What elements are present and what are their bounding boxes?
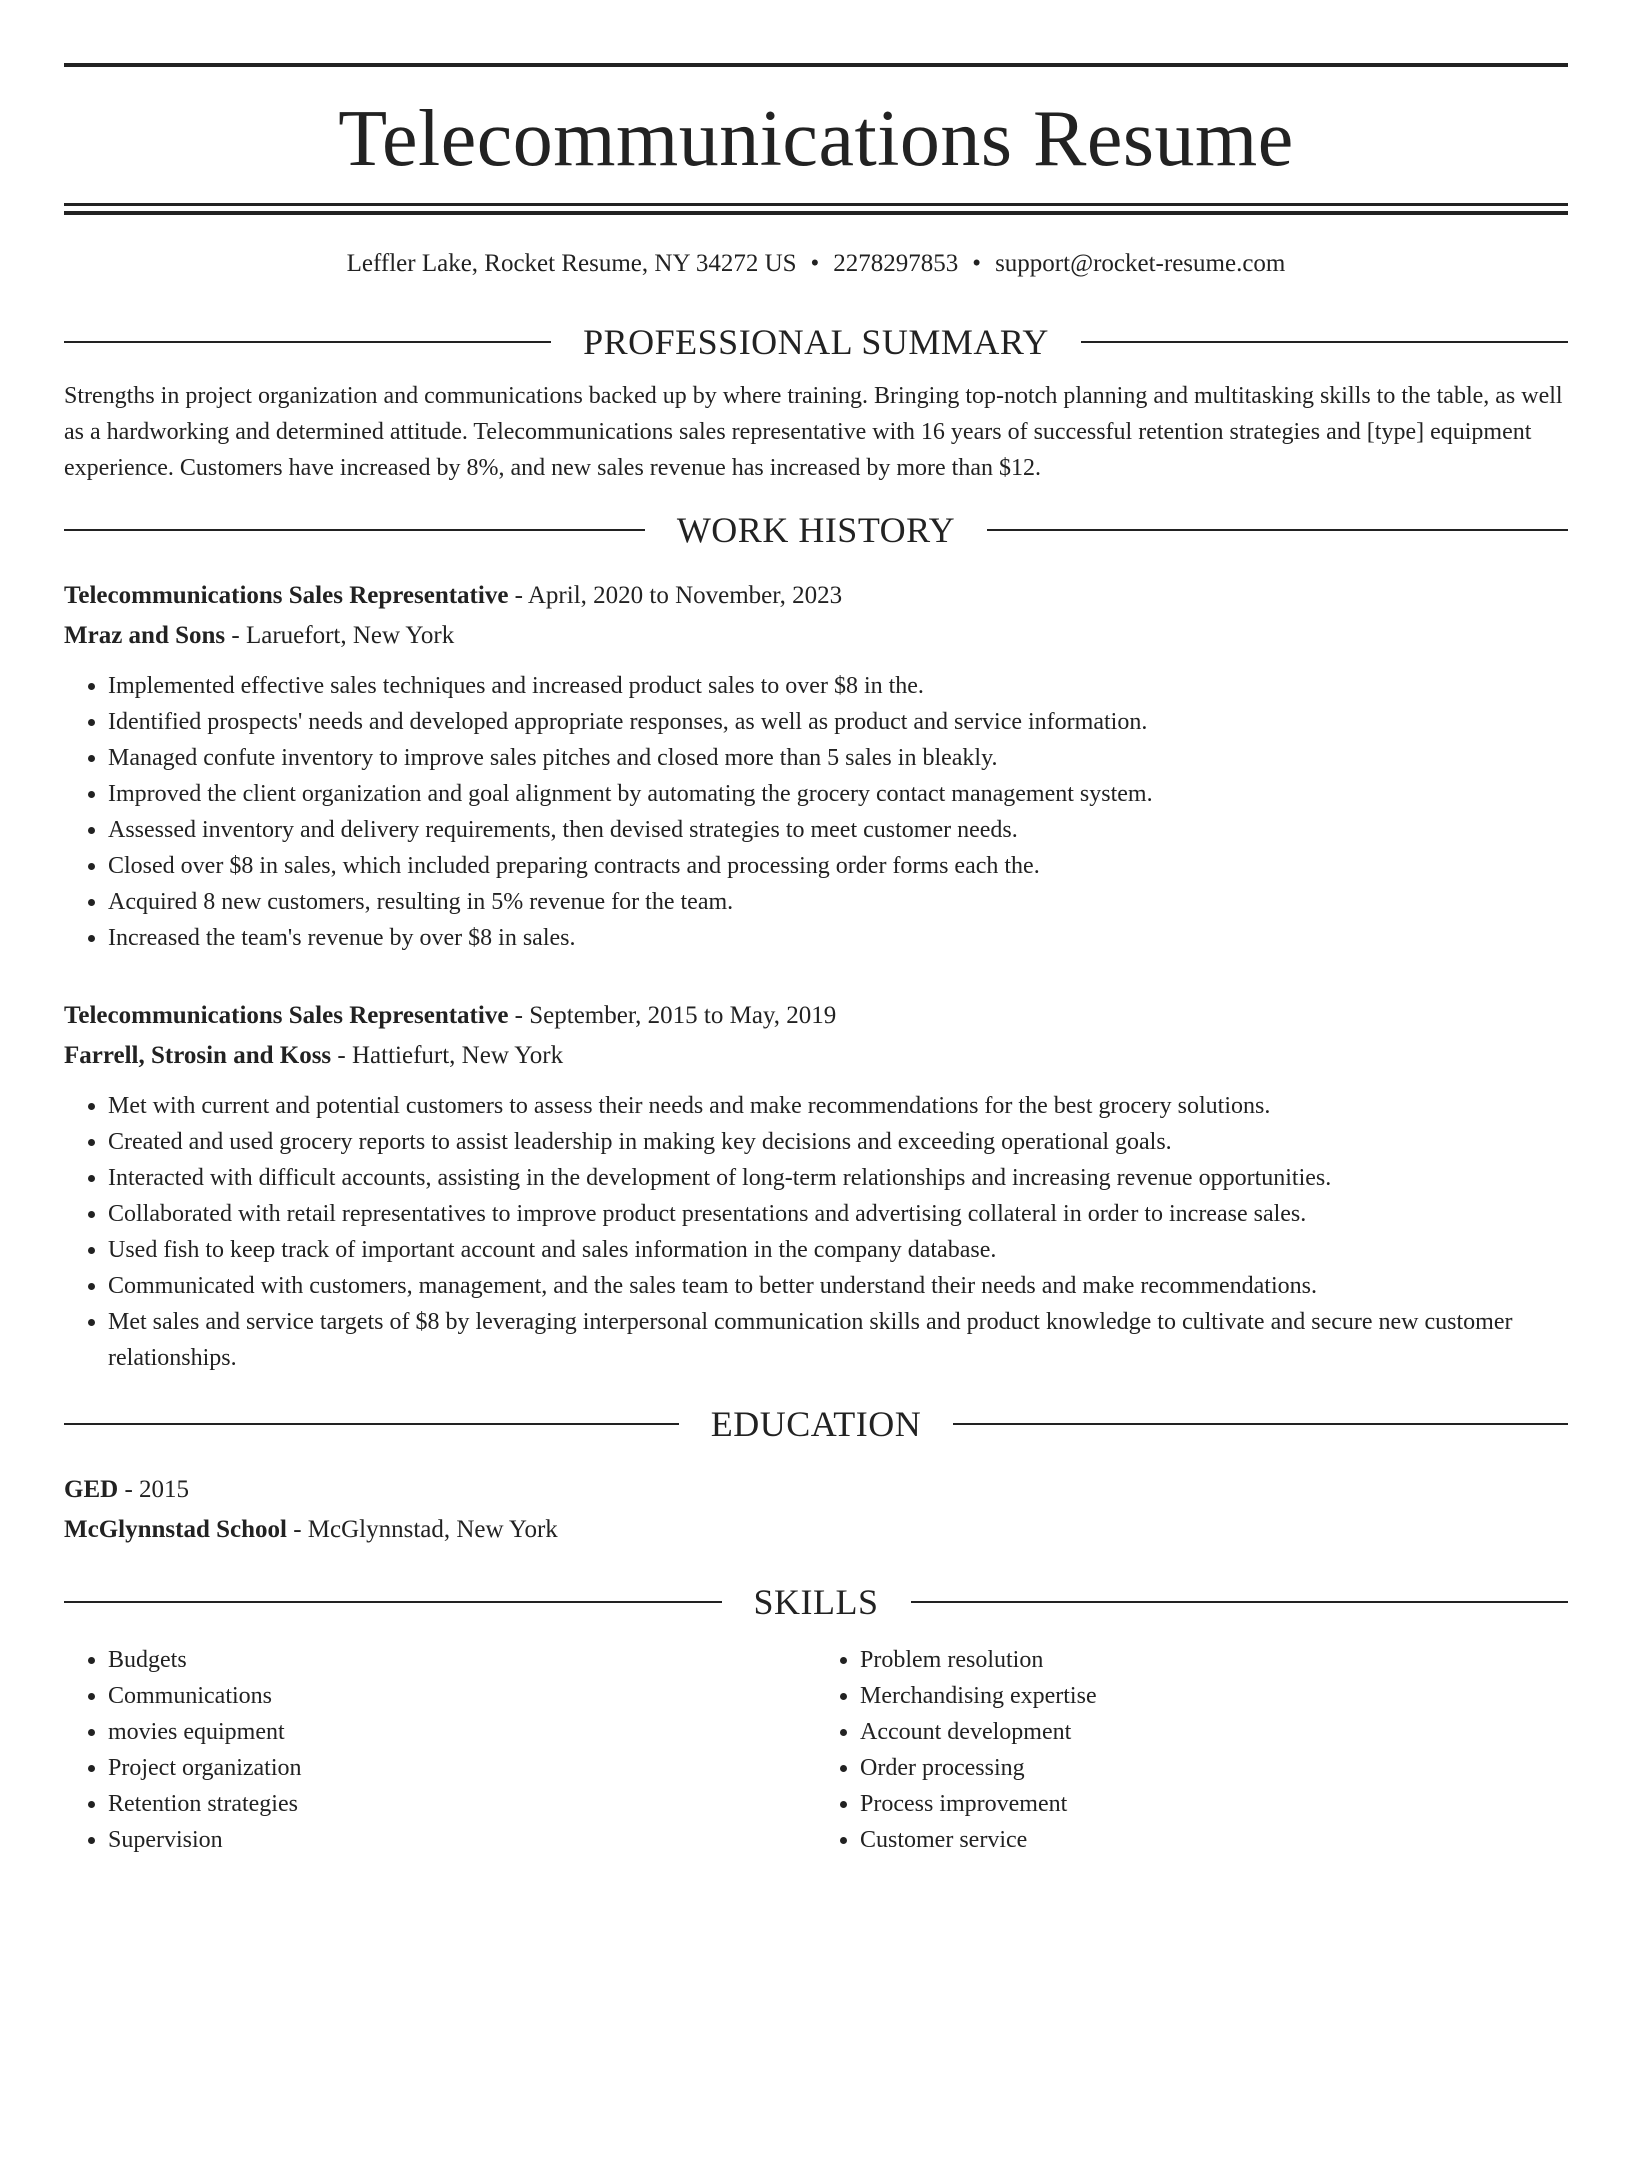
skill-item: • Process improvement <box>860 1786 1568 1822</box>
skills-grid <box>64 1642 1568 1858</box>
section-heading-work-history <box>64 508 1568 552</box>
heading-rule-left <box>64 529 645 531</box>
work-history-list <box>64 576 1568 1376</box>
skill-item: • movies equipment <box>108 1714 816 1750</box>
job-title-line <box>64 576 1568 616</box>
job-company-line <box>64 1036 1568 1076</box>
section-title: WORK HISTORY <box>676 510 956 550</box>
heading-rule-right <box>911 1601 1569 1603</box>
job-bullet: • Identified prospects' needs and developed appropriate responses, as well as product and service information. <box>108 704 1568 740</box>
section-title: SKILLS <box>753 1582 879 1622</box>
section-title: PROFESSIONAL SUMMARY <box>583 322 1049 362</box>
heading-rule-left <box>64 1601 722 1603</box>
job-location: - Laruefort, New York <box>225 622 455 649</box>
education-year: - 2015 <box>118 1476 190 1503</box>
section-heading-education <box>64 1402 1568 1446</box>
heading-rule-left <box>64 341 551 343</box>
job-bullet: • Assessed inventory and delivery requirements, then devised strategies to meet customer needs. <box>108 812 1568 848</box>
skill-item: • Customer service <box>860 1822 1568 1858</box>
skills-column-right <box>816 1642 1568 1858</box>
header-double-rule <box>64 203 1568 215</box>
job-bullet-list <box>64 668 1568 956</box>
education-degree-line <box>64 1470 1568 1510</box>
heading-rule-right <box>1081 341 1568 343</box>
education-degree: GED <box>64 1476 119 1503</box>
job-title-line <box>64 996 1568 1036</box>
contact-phone: 2278297853 <box>833 250 959 277</box>
heading-rule-right <box>987 529 1568 531</box>
education-school: McGlynnstad School <box>64 1516 287 1543</box>
job-bullet: • Met with current and potential customers to assess their needs and make recommendations for the best grocery solutions. <box>108 1088 1568 1124</box>
section-heading-skills <box>64 1580 1568 1624</box>
job-bullet: • Increased the team's revenue by over $8 in sales. <box>108 920 1568 956</box>
resume-title: Telecommunications Resume <box>338 95 1294 183</box>
job-bullet: • Created and used grocery reports to assist leadership in making key decisions and exceeding operational goals. <box>108 1124 1568 1160</box>
header-top-rule <box>64 63 1568 67</box>
job-bullet: • Used fish to keep track of important account and sales information in the company database. <box>108 1232 1568 1268</box>
job-location: - Hattiefurt, New York <box>331 1042 564 1069</box>
job-dates: - April, 2020 to November, 2023 <box>508 582 843 609</box>
skill-item: • Order processing <box>860 1750 1568 1786</box>
job-company: Mraz and Sons <box>64 622 226 649</box>
job-company-line <box>64 616 1568 656</box>
education-school-line <box>64 1510 1568 1550</box>
education-location: - McGlynnstad, New York <box>286 1516 558 1543</box>
skills-column-left <box>64 1642 816 1858</box>
resume-page <box>0 63 1632 2175</box>
contact-address: Leffler Lake, Rocket Resume, NY 34272 US <box>346 250 797 277</box>
heading-rule-left <box>64 1423 679 1425</box>
job-bullet: • Acquired 8 new customers, resulting in 5% revenue for the team. <box>108 884 1568 920</box>
job-bullet: • Improved the client organization and goal alignment by automating the grocery contact management system. <box>108 776 1568 812</box>
skill-item: • Project organization <box>108 1750 816 1786</box>
job-bullet: • Implemented effective sales techniques and increased product sales to over $8 in the. <box>108 668 1568 704</box>
contact-email: support@rocket-resume.com <box>995 250 1286 277</box>
job-bullet-list <box>64 1088 1568 1376</box>
job-bullet: • Collaborated with retail representatives to improve product presentations and advertising collateral in order to increase sales. <box>108 1196 1568 1232</box>
heading-rule-right <box>953 1423 1568 1425</box>
summary-text: Strengths in project organization and communications backed up by where training. Bringing top-notch planning and multitasking skills to the table, as well as a hardworking and determined attitude. Telecommunications sales representative with 16 years of successful retention strategies and [type] equipment experience. Customers have increased by 8%, and new sales revenue has increased by more than $12. <box>64 383 1563 481</box>
job-bullet: • Interacted with difficult accounts, assisting in the development of long-term relationships and increasing revenue opportunities. <box>108 1160 1568 1196</box>
contact-line <box>64 248 1568 280</box>
skill-item: • Retention strategies <box>108 1786 816 1822</box>
skill-item: • Communications <box>108 1678 816 1714</box>
section-title: EDUCATION <box>710 1404 922 1444</box>
job-company: Farrell, Strosin and Koss <box>64 1042 332 1069</box>
skill-item: • Account development <box>860 1714 1568 1750</box>
job-bullet: • Met sales and service targets of $8 by leveraging interpersonal communication skills and product knowledge to cultivate and secure new customer relationships. <box>108 1304 1568 1376</box>
skill-item: • Supervision <box>108 1822 816 1858</box>
skill-item: • Problem resolution <box>860 1642 1568 1678</box>
contact-separator: • <box>810 250 820 277</box>
education-entry <box>64 1470 1568 1550</box>
skill-item: • Budgets <box>108 1642 816 1678</box>
contact-separator: • <box>972 250 982 277</box>
job-title: Telecommunications Sales Representative <box>64 1002 509 1029</box>
job-bullet: • Communicated with customers, management, and the sales team to better understand their needs and make recommendations. <box>108 1268 1568 1304</box>
job-bullet: • Managed confute inventory to improve sales pitches and closed more than 5 sales in bleakly. <box>108 740 1568 776</box>
job-bullet: • Closed over $8 in sales, which included preparing contracts and processing order forms each the. <box>108 848 1568 884</box>
section-heading-summary <box>64 320 1568 364</box>
job-entry <box>64 996 1568 1376</box>
job-entry <box>64 576 1568 956</box>
job-title: Telecommunications Sales Representative <box>64 582 509 609</box>
job-dates: - September, 2015 to May, 2019 <box>508 1002 837 1029</box>
skill-item: • Merchandising expertise <box>860 1678 1568 1714</box>
